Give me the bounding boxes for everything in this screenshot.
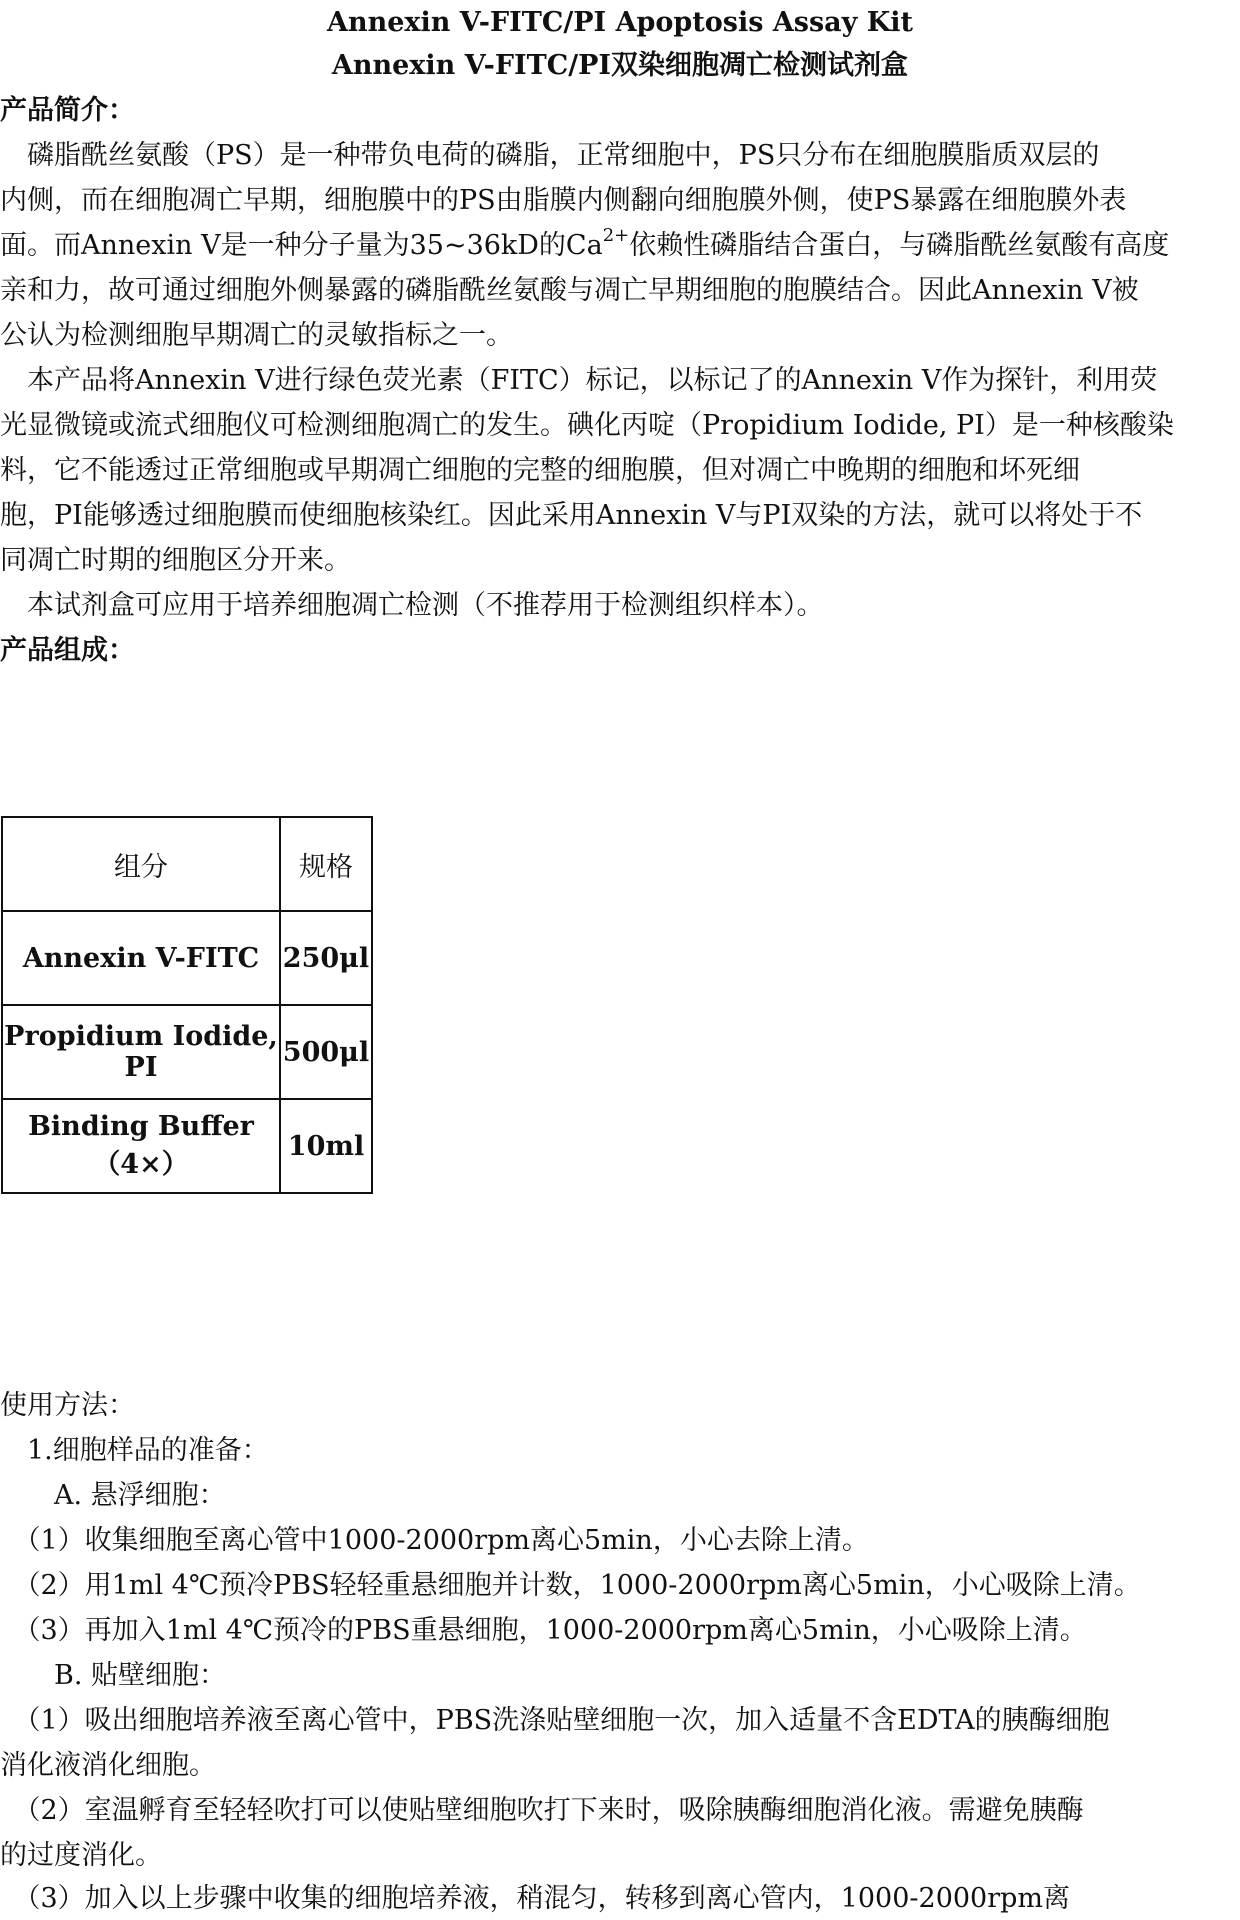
- ca-charge-superscript: 2+: [602, 225, 630, 246]
- usage-b-item: （1）吸出细胞培养液至离心管中，PBS洗涤贴壁细胞一次，加入适量不含EDTA的胰酶细胞: [0, 1705, 1110, 1736]
- intro-p2-line: 同凋亡时期的细胞区分开来。: [0, 545, 351, 576]
- usage-step-1: 1.细胞样品的准备：: [0, 1435, 269, 1466]
- intro-p1-text: 依赖性磷脂结合蛋白，与磷脂酰丝氨酸有高度: [629, 230, 1170, 261]
- intro-p2-line: 料，它不能透过正常细胞或早期凋亡细胞的完整的细胞膜，但对凋亡中晚期的细胞和坏死细: [0, 455, 1080, 486]
- table-row: [2, 1005, 372, 1099]
- usage-b-item: （2）室温孵育至轻轻吹打可以使贴壁细胞吹打下来时，吸除胰酶细胞消化液。需避免胰酶: [0, 1795, 1084, 1826]
- usage-b-item: 消化液消化细胞。: [0, 1750, 216, 1781]
- title-chinese: Annexin V-FITC/PI双染细胞凋亡检测试剂盒: [331, 50, 909, 81]
- table-header-component: 组分: [2, 817, 280, 911]
- table-row: [2, 911, 372, 1005]
- usage-section-b-label: B. 贴壁细胞：: [0, 1660, 227, 1691]
- usage-heading: 使用方法：: [0, 1390, 135, 1421]
- intro-p3: 本试剂盒可应用于培养细胞凋亡检测（不推荐用于检测组织样本）。: [0, 590, 824, 621]
- table-cell-component: Propidium Iodide, PI: [2, 1005, 280, 1099]
- intro-p1-line: 磷脂酰丝氨酸（PS）是一种带负电荷的磷脂，正常细胞中，PS只分布在细胞膜脂质双层的: [0, 140, 1100, 171]
- intro-p1-text: 面。而Annexin V是一种分子量为35~36kD的Ca: [0, 230, 603, 261]
- usage-a-item: （2）用1ml 4℃预冷PBS轻轻重悬细胞并计数，1000-2000rpm离心5min，小心吸除上清。: [0, 1570, 1141, 1601]
- table-row: [2, 1099, 372, 1193]
- intro-p2-line: 光显微镜或流式细胞仪可检测细胞凋亡的发生。碘化丙啶（Propidium Iodide, PI）是一种核酸染: [0, 410, 1174, 441]
- table-header-row: [2, 817, 372, 911]
- usage-b-item: 的过度消化。: [0, 1840, 162, 1871]
- usage-b-item: （3）加入以上步骤中收集的细胞培养液，稍混匀，转移到离心管内，1000-2000rpm离: [0, 1883, 1071, 1914]
- table-cell-component: Binding Buffer（4×）: [2, 1099, 280, 1193]
- intro-p2-line: 本产品将Annexin V进行绿色荧光素（FITC）标记，以标记了的Annexin V作为探针，利用荧: [0, 365, 1158, 396]
- intro-p1-line: 亲和力，故可通过细胞外侧暴露的磷脂酰丝氨酸与凋亡早期细胞的胞膜结合。因此Annexin V被: [0, 275, 1139, 306]
- usage-section-a-label: A. 悬浮细胞：: [0, 1480, 226, 1511]
- usage-a-item: （3）再加入1ml 4℃预冷的PBS重悬细胞，1000-2000rpm离心5min，小心吸除上清。: [0, 1615, 1087, 1646]
- title-english: Annexin V-FITC/PI Apoptosis Assay Kit: [327, 7, 913, 38]
- table-cell-spec: 10ml: [280, 1099, 372, 1193]
- intro-p1-line: 公认为检测细胞早期凋亡的灵敏指标之一。: [0, 320, 513, 351]
- composition-table: [1, 816, 373, 1194]
- table-cell-spec: 500μl: [280, 1005, 372, 1099]
- table-cell-spec: 250μl: [280, 911, 372, 1005]
- intro-heading: 产品简介：: [0, 95, 135, 126]
- usage-a-item: （1）收集细胞至离心管中1000-2000rpm离心5min，小心去除上清。: [0, 1525, 869, 1556]
- intro-p2-line: 胞，PI能够透过细胞膜而使细胞核染红。因此采用Annexin V与PI双染的方法，就可以将处于不: [0, 500, 1143, 531]
- intro-p1-line-with-superscript: [0, 226, 1240, 266]
- table-header-spec: 规格: [280, 817, 372, 911]
- intro-p1-line: 内侧，而在细胞凋亡早期，细胞膜中的PS由脂膜内侧翻向细胞膜外侧，使PS暴露在细胞膜外表: [0, 185, 1127, 216]
- table-cell-component: Annexin V-FITC: [2, 911, 280, 1005]
- composition-heading: 产品组成：: [0, 635, 135, 666]
